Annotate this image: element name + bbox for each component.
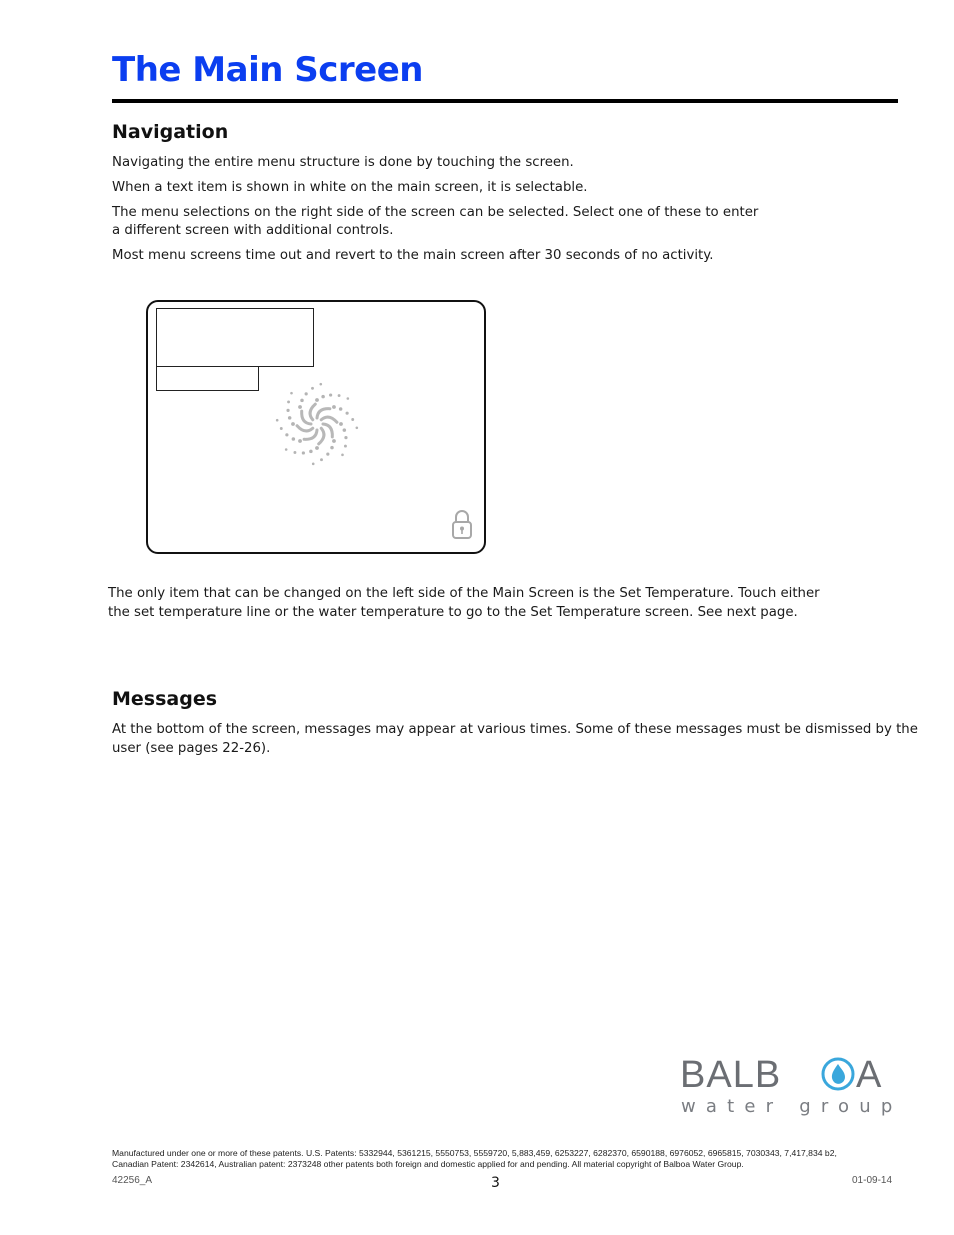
messages-heading: Messages xyxy=(112,688,218,710)
navigation-paragraph: When a text item is shown in white on the main screen, it is selectable. xyxy=(112,180,588,195)
navigation-paragraph: Navigating the entire menu structure is done by touching the screen. xyxy=(112,155,574,170)
spinner-icon xyxy=(272,378,362,470)
svg-text:BALB: BALB xyxy=(680,1054,782,1096)
water-drop-icon xyxy=(823,1059,853,1089)
balboa-logo xyxy=(676,1052,902,1118)
title-rule xyxy=(112,99,898,103)
svg-text:A: A xyxy=(856,1054,882,1096)
caption-line: The only item that can be changed on the left side of the Main Screen is the Set Temperature. Touch either xyxy=(108,586,820,601)
document-date: 01-09-14 xyxy=(852,1175,893,1186)
page-number: 3 xyxy=(491,1175,500,1191)
navigation-paragraph: Most menu screens time out and revert to the main screen after 30 seconds of no activity. xyxy=(112,248,714,263)
page-title: The Main Screen xyxy=(112,50,424,90)
patents-text: Canadian Patent: 2342614, Australian patent: 2373248 other patents both foreign and domestic applied for and pending. All material copyright of Balboa Water Group. xyxy=(112,1159,744,1169)
messages-paragraph: user (see pages 22-26). xyxy=(112,741,271,756)
patents-text: Manufactured under one or more of these patents. U.S. Patents: 5332944, 5361215, 5550753, 5559720, 5,883,459, 6253227, 6282370, 6590188, 6976052, 6965815, 7030343, 7,417,834 b2, xyxy=(112,1148,837,1158)
navigation-heading: Navigation xyxy=(112,121,229,143)
svg-text:water group: water group xyxy=(681,1096,902,1117)
caption-line: the set temperature line or the water temperature to go to the Set Temperature screen. See next page. xyxy=(108,605,798,620)
temperature-display-box xyxy=(156,308,314,367)
navigation-paragraph: a different screen with additional controls. xyxy=(112,223,394,238)
lock-icon xyxy=(450,509,474,541)
navigation-paragraph: The menu selections on the right side of the screen can be selected. Select one of these to enter xyxy=(112,205,759,220)
messages-paragraph: At the bottom of the screen, messages may appear at various times. Some of these messages must be dismissed by the xyxy=(112,722,918,737)
document-id: 42256_A xyxy=(112,1175,153,1186)
set-temperature-box xyxy=(156,366,259,391)
